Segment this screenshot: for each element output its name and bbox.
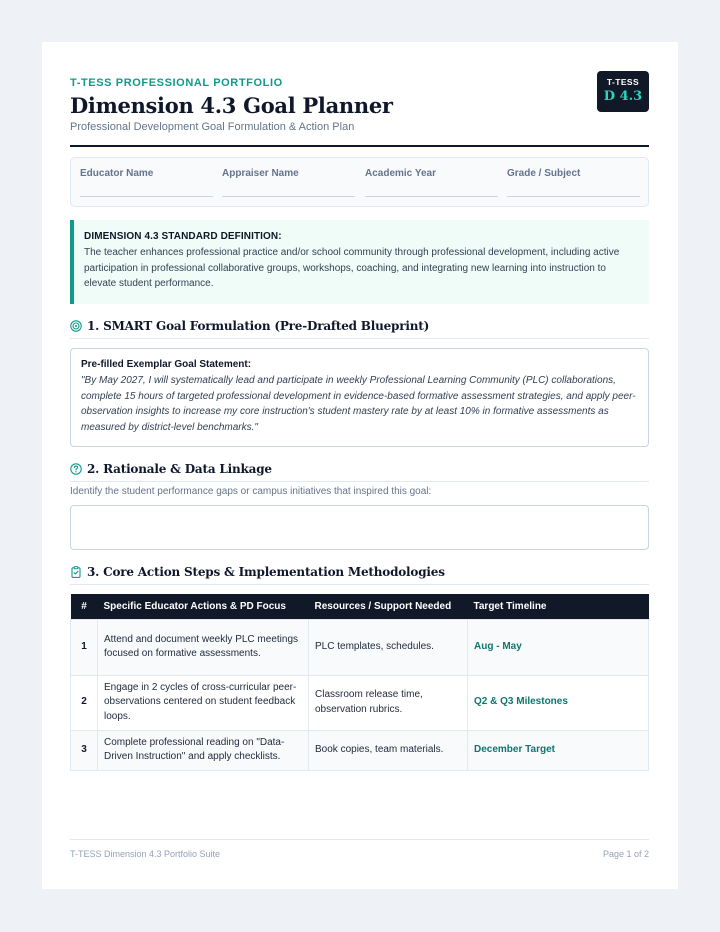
goal-statement-box bbox=[70, 348, 649, 447]
target-icon bbox=[70, 320, 82, 332]
table-header-row bbox=[71, 594, 649, 619]
table-row bbox=[71, 619, 649, 675]
column-header: # bbox=[71, 594, 98, 619]
field-label: Academic Year bbox=[365, 168, 436, 179]
section-title: 2. Rationale & Data Linkage bbox=[87, 462, 272, 476]
action-cell: Complete professional reading on "Data-Driven Instruction" and apply checklists. bbox=[98, 730, 309, 770]
row-number: 3 bbox=[71, 730, 98, 770]
definition-body: The teacher enhances professional practice and/or school community through professional development, including active participation in professional collaborative groups, workshops, coaching, and integrating new learning into instruction to elevate student performance. bbox=[84, 247, 620, 289]
row-number: 2 bbox=[71, 675, 98, 730]
footer-divider bbox=[70, 839, 649, 840]
portfolio-kicker: T-TESS PROFESSIONAL PORTFOLIO bbox=[70, 77, 283, 89]
field-input-line[interactable] bbox=[80, 196, 213, 197]
row-number: 1 bbox=[71, 619, 98, 675]
educator-name-field[interactable] bbox=[80, 168, 213, 197]
definition-heading: DIMENSION 4.3 STANDARD DEFINITION: bbox=[84, 231, 282, 242]
field-input-line[interactable] bbox=[507, 196, 640, 197]
section-action-steps-header bbox=[70, 565, 649, 585]
timeline-cell: December Target bbox=[468, 730, 649, 770]
section-title: 1. SMART Goal Formulation (Pre-Drafted Blueprint) bbox=[87, 319, 430, 333]
field-input-line[interactable] bbox=[365, 196, 498, 197]
column-header: Target Timeline bbox=[468, 594, 649, 619]
goal-label: Pre-filled Exemplar Goal Statement: bbox=[81, 359, 252, 370]
clipboard-icon bbox=[70, 566, 82, 578]
resources-cell: Classroom release time, observation rubrics. bbox=[309, 675, 468, 730]
footer-suite-name: T-TESS Dimension 4.3 Portfolio Suite bbox=[70, 849, 221, 859]
resources-cell: Book copies, team materials. bbox=[309, 730, 468, 770]
section-title: 3. Core Action Steps & Implementation Methodologies bbox=[87, 565, 445, 579]
resources-cell: PLC templates, schedules. bbox=[309, 619, 468, 675]
question-circle-icon bbox=[70, 463, 82, 475]
page-title: Dimension 4.3 Goal Planner bbox=[70, 93, 393, 118]
field-label: Grade / Subject bbox=[507, 168, 581, 179]
column-header: Resources / Support Needed bbox=[309, 594, 468, 619]
column-header: Specific Educator Actions & PD Focus bbox=[98, 594, 309, 619]
page-subtitle: Professional Development Goal Formulation & Action Plan bbox=[70, 121, 355, 133]
standard-definition-callout bbox=[70, 220, 649, 304]
footer-page-number: Page 1 of 2 bbox=[602, 849, 649, 859]
header-divider bbox=[70, 145, 649, 147]
action-cell: Engage in 2 cycles of cross-curricular peer-observations centered on student feedback loops. bbox=[98, 675, 309, 730]
grade-subject-field[interactable] bbox=[507, 168, 640, 197]
field-label: Appraiser Name bbox=[222, 168, 299, 179]
badge-label: T-TESS bbox=[606, 77, 640, 87]
timeline-cell: Aug - May bbox=[468, 619, 649, 675]
badge-code: D 4.3 bbox=[603, 89, 643, 104]
action-steps-table bbox=[70, 594, 649, 771]
action-cell: Attend and document weekly PLC meetings focused on formative assessments. bbox=[98, 619, 309, 675]
field-input-line[interactable] bbox=[222, 196, 355, 197]
table-row bbox=[71, 675, 649, 730]
section-smart-goal-header bbox=[70, 319, 649, 339]
goal-statement: "By May 2027, I will systematically lead and participate in weekly Professional Learning Community (PLC) collaborations, complete 15 hours of targeted professional development in evidence-based formative assessment strategies, and apply peer-observation insights to increase my core instruction's student mastery rate by at least 10% in formative assessments as measured by district-level benchmarks." bbox=[81, 375, 636, 433]
timeline-cell: Q2 & Q3 Milestones bbox=[468, 675, 649, 730]
document-page bbox=[42, 42, 678, 889]
field-label: Educator Name bbox=[80, 168, 154, 179]
table-row bbox=[71, 730, 649, 770]
rationale-prompt: Identify the student performance gaps or campus initiatives that inspired this goal: bbox=[70, 486, 432, 497]
appraiser-name-field[interactable] bbox=[222, 168, 355, 197]
dimension-badge bbox=[597, 71, 649, 112]
educator-info-panel bbox=[70, 157, 649, 207]
section-rationale-header bbox=[70, 462, 649, 482]
academic-year-field[interactable] bbox=[365, 168, 498, 197]
rationale-input[interactable] bbox=[70, 505, 649, 550]
